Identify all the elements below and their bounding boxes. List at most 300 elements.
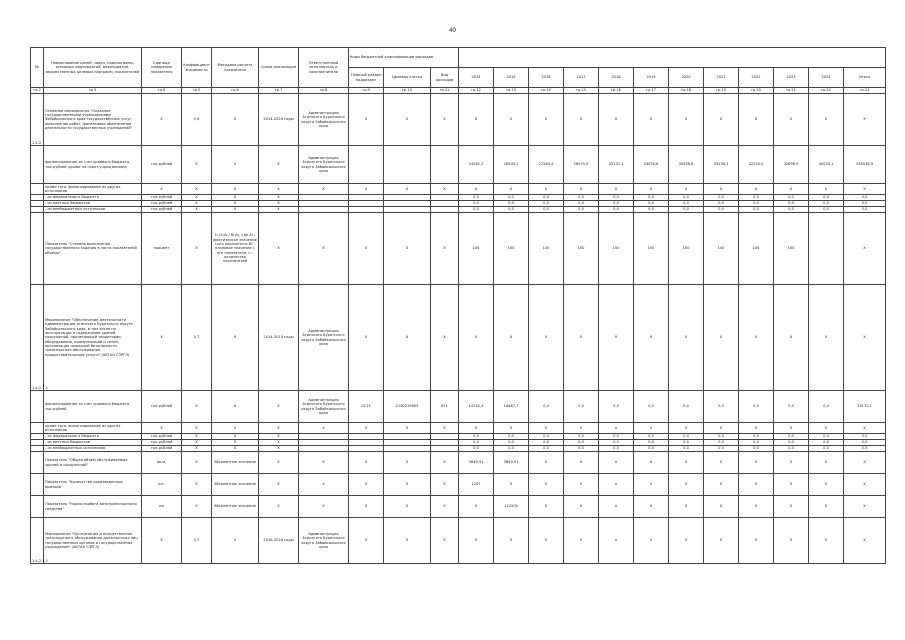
cell: X (704, 285, 739, 391)
cell-value: 0,0 (809, 195, 844, 201)
cell: X (182, 213, 212, 285)
cell-value: 3649,91 (459, 452, 494, 474)
cell: X (259, 184, 299, 195)
cell: X (634, 423, 669, 434)
cell-value: 3649,91 (494, 452, 529, 474)
cell: X (529, 94, 564, 146)
row-name: - из местных бюджетов (44, 440, 142, 446)
row-code (31, 496, 44, 518)
row-name: - из федерального бюджета (44, 434, 142, 440)
cell: X (384, 94, 431, 146)
cell: X (299, 452, 349, 474)
cell: X (704, 518, 739, 564)
cell-value: 0,0 (529, 440, 564, 446)
cell-terms: 2014-2015 годы (259, 285, 299, 391)
cell: X (564, 184, 599, 195)
cell: X (494, 423, 529, 434)
cell-value: 0,0 (774, 391, 809, 423)
cell-value: 0,0 (634, 440, 669, 446)
cell-unit: тыс.рублей (142, 195, 182, 201)
cell-value: 0,0 (774, 440, 809, 446)
cell-executor: Администрация Агинского Бурятского округа Забайкальского края (299, 285, 349, 391)
row-code (31, 213, 44, 285)
cell: X (259, 213, 299, 285)
cell: X (704, 452, 739, 474)
cell-value: 0,0 (809, 434, 844, 440)
cell: X (494, 474, 529, 496)
header-year: 2024 (809, 68, 844, 88)
cell: X (774, 452, 809, 474)
header-terms: Сроки реализации (259, 48, 299, 88)
cell: X (259, 423, 299, 434)
cell: X (739, 285, 774, 391)
cell: X (599, 452, 634, 474)
cell-value: 0,0 (669, 446, 704, 452)
cell: X (704, 496, 739, 518)
cell: X (809, 452, 844, 474)
cell: X (809, 94, 844, 146)
col-number: гр.2 (31, 88, 44, 94)
cell: X (529, 452, 564, 474)
cell-unit: тыс.рублей (142, 434, 182, 440)
cell: X (259, 452, 299, 474)
cell: X (431, 474, 459, 496)
cell-value: 0,0 (564, 434, 599, 440)
row-code (31, 391, 44, 423)
cell: X (384, 213, 431, 285)
cell-value: 0,0 (564, 195, 599, 201)
row-name: финансирование за счет краевого бюджета, тыс.рублей (кроме по грант.учреждениям) (44, 146, 142, 184)
cell-method: Абсолютное значение (212, 496, 259, 518)
cell-value: 0,0 (529, 391, 564, 423)
header-name: Наименование целей, задач, подпрограмм, основных мероприятий, мероприятий, ведомственных целевых программ, показателей (44, 48, 142, 88)
cell: X (212, 195, 259, 201)
cell: X (669, 474, 704, 496)
header-total: Итого (844, 68, 886, 88)
cell: X (844, 184, 886, 195)
cell-value: 27284,4 (529, 146, 564, 184)
cell-vid: 611 (431, 391, 459, 423)
row-name: Мероприятие "Обеспечение деятельности Администрации Агинского Бурятского округа Забайкальского края, в том числе по эксплуатации и содержанию зданий, сооружений, прилегающей территории, оборудования, коммуникаций и сетей, организация пожарной безопасности, транспортное обслуживание, предоставительские услуги" (АБТАН СЗРГЭ) (44, 285, 142, 391)
col-number: гр.6 (212, 88, 259, 94)
col-number: гр.5 (182, 88, 212, 94)
cell: X (182, 452, 212, 474)
header-year: 2021 (704, 68, 739, 88)
cell: X (669, 94, 704, 146)
cell: X (599, 285, 634, 391)
cell: X (844, 94, 886, 146)
cell: X (182, 184, 212, 195)
row-name: Показатель "Степень выполнения государственного задания в части показателей объема" (44, 213, 142, 285)
cell: X (142, 423, 182, 434)
row-name: Мероприятие "Организация и осуществление транспортного обслуживания должностных лиц государственных органов и государственных учреждений" (АБТАН СЗРГЭ) (44, 518, 142, 564)
cell: X (704, 474, 739, 496)
cell: X (494, 94, 529, 146)
cell: X (212, 518, 259, 564)
cell: X (431, 285, 459, 391)
cell-value: 1247 (459, 474, 494, 496)
cell-terms: 2014-2024 годы (259, 94, 299, 146)
cell: X (142, 518, 182, 564)
col-number: гр.13 (494, 88, 529, 94)
cell-unit: тыс.рублей (142, 201, 182, 207)
row-code (31, 146, 44, 184)
cell: X (739, 518, 774, 564)
cell: X (564, 496, 599, 518)
header-row (31, 48, 886, 68)
cell-value: 0,0 (634, 434, 669, 440)
row-name: Основное мероприятие "Оказание государственными учреждениями Забайкальского края государственных услуг, выполнение работ, финансовое обеспечение деятельности государственных учреждений" (44, 94, 142, 146)
cell: X (384, 474, 431, 496)
cell: X (431, 518, 459, 564)
cell-value: 0,0 (459, 440, 494, 446)
cell: X (349, 474, 384, 496)
cell: X (634, 496, 669, 518)
cell: X (384, 285, 431, 391)
cell: X (259, 201, 299, 207)
cell: X (384, 452, 431, 474)
col-number: гр.23 (844, 88, 886, 94)
cell-unit: км (142, 496, 182, 518)
cell: X (599, 184, 634, 195)
header-gl: Главный раздел подраздел (349, 68, 384, 88)
cell-value: 0,0 (564, 391, 599, 423)
header-year: 2018 (599, 68, 634, 88)
cell: X (634, 474, 669, 496)
cell: X (212, 434, 259, 440)
cell-value: 100 (704, 213, 739, 285)
cell-value: 0,0 (669, 391, 704, 423)
cell: X (774, 518, 809, 564)
cell-value: 0,0 (634, 446, 669, 452)
cell-executor: Администрация Агинского Бурятского округа Забайкальского края (299, 518, 349, 564)
cell: X (431, 184, 459, 195)
col-number: гр.18 (669, 88, 704, 94)
col-number: гр.15 (564, 88, 599, 94)
cell: X (182, 201, 212, 207)
cell: X (299, 423, 349, 434)
cell-total: 0,0 (844, 440, 886, 446)
cell-value: 0,0 (529, 446, 564, 452)
header-num: № (31, 48, 44, 88)
cell-coef: 0,7 (182, 285, 212, 391)
header-executor: Ответственный исполнитель и соисполнители (299, 48, 349, 88)
cell: X (349, 184, 384, 195)
cell: X (774, 94, 809, 146)
col-number: гр.21 (774, 88, 809, 94)
cell-value: 0,0 (529, 434, 564, 440)
header-year: 2017 (564, 68, 599, 88)
cell: X (739, 496, 774, 518)
cell: X (459, 285, 494, 391)
col-number: гр.3 (44, 88, 142, 94)
cell-method: Абсолютное значение (212, 452, 259, 474)
cell-value: 0,0 (669, 434, 704, 440)
cell: X (182, 423, 212, 434)
cell: X (599, 518, 634, 564)
row-name: кроме того, финансирование из других источников (44, 423, 142, 434)
cell-value: 35458,6 (669, 146, 704, 184)
cell-terms: 2016-2024 годы (259, 518, 299, 564)
cell: X (182, 391, 212, 423)
cell: X (384, 184, 431, 195)
cell: X (182, 195, 212, 201)
col-number: гр.12 (459, 88, 494, 94)
cell-value: 0,0 (599, 391, 634, 423)
cell-coef: 0,8 (182, 94, 212, 146)
row-code (31, 474, 44, 496)
cell: X (739, 474, 774, 496)
cell-method: Абсолютное значение (212, 474, 259, 496)
cell-value: 14487,7 (494, 391, 529, 423)
cell: X (809, 474, 844, 496)
cell-value: 0,0 (494, 434, 529, 440)
cell (384, 146, 431, 184)
cell: X (212, 201, 259, 207)
cell-total: 0,0 (844, 201, 886, 207)
cell-value: 0,0 (634, 201, 669, 207)
col-number: гр.10 (384, 88, 431, 94)
cell: X (431, 452, 459, 474)
cell: X (259, 440, 299, 446)
cell-value: 0,0 (494, 201, 529, 207)
cell-value: 0,0 (494, 195, 529, 201)
cell: X (431, 213, 459, 285)
cell-value: 0,0 (809, 201, 844, 207)
table-row (31, 474, 886, 496)
cell: X (142, 285, 182, 391)
header-year: 2015 (494, 68, 529, 88)
cell: X (182, 474, 212, 496)
cell-value: 0,0 (599, 446, 634, 452)
cell-executor: Администрация Агинского Бурятского округа Забайкальского края (299, 94, 349, 146)
cell: X (182, 207, 212, 213)
program-table (30, 47, 886, 564)
row-name: Показатель "Общая объем обслуживаемых зданий и сооружений" (44, 452, 142, 474)
header-blank (459, 48, 886, 68)
cell-value: 100 (774, 213, 809, 285)
cell: X (739, 94, 774, 146)
cell-value: 0,0 (459, 434, 494, 440)
cell-unit: тыс.рублей (142, 146, 182, 184)
cell: X (809, 285, 844, 391)
cell-value: 0,0 (704, 391, 739, 423)
cell: X (259, 146, 299, 184)
cell-value: 100 (599, 213, 634, 285)
header-year: 2014 (459, 68, 494, 88)
cell: X (431, 94, 459, 146)
cell-total: 0,0 (844, 195, 886, 201)
table-row (31, 213, 886, 285)
cell (431, 146, 459, 184)
cell: X (182, 440, 212, 446)
cell: X (564, 423, 599, 434)
cell-value: 0,0 (599, 201, 634, 207)
cell-unit: тыс.рублей (142, 207, 182, 213)
cell: X (739, 184, 774, 195)
cell: X (182, 496, 212, 518)
cell-value: 100 (459, 213, 494, 285)
cell-value: 26975,0 (564, 146, 599, 184)
cell: X (384, 518, 431, 564)
cell: X (564, 474, 599, 496)
row-name: - из внебюджетных источников (44, 207, 142, 213)
cell-value: 0,0 (669, 440, 704, 446)
cell-value: 0,0 (634, 195, 669, 201)
cell: X (529, 496, 564, 518)
cell-value: 14742,4 (459, 391, 494, 423)
cell: X (212, 446, 259, 452)
row-name: кроме того, финансирование из других источников (44, 184, 142, 195)
header-vid: Вид расходов (431, 68, 459, 88)
col-number: гр.9 (349, 88, 384, 94)
col-number: гр.16 (599, 88, 634, 94)
cell: X (529, 184, 564, 195)
cell-value: 0,0 (599, 434, 634, 440)
cell-executor: Администрация Агинского Бурятского округа Забайкальского края (299, 146, 349, 184)
cell: X (844, 474, 886, 496)
cell: X (459, 496, 494, 518)
cell-value: 0,0 (564, 201, 599, 207)
col-number: гр.4 (142, 88, 182, 94)
table-row (31, 146, 886, 184)
cell-value: 0,0 (704, 434, 739, 440)
col-number: гр.11 (431, 88, 459, 94)
cell-value: 0,0 (669, 207, 704, 213)
cell-total: 0,0 (844, 446, 886, 452)
cell-unit: процент (142, 213, 182, 285)
cell: X (142, 184, 182, 195)
cell: X (739, 423, 774, 434)
cell-value: 0,0 (669, 201, 704, 207)
cell: X (564, 94, 599, 146)
row-code: 1.4.2.1.1 (31, 285, 44, 391)
header-year: 2023 (774, 68, 809, 88)
cell: X (299, 496, 349, 518)
cell-unit: тыс.рублей (142, 440, 182, 446)
cell: X (739, 452, 774, 474)
cell: X (704, 423, 739, 434)
cell-value: 0,0 (704, 207, 739, 213)
cell: X (844, 423, 886, 434)
cell: X (212, 440, 259, 446)
cell: X (774, 423, 809, 434)
cell: X (634, 285, 669, 391)
cell-value: 0,0 (704, 446, 739, 452)
header-unit: Единица измерения показателя (142, 48, 182, 88)
col-number: гр.19 (704, 88, 739, 94)
cell-unit: тыс.рублей (142, 446, 182, 452)
col-number: гр.17 (634, 88, 669, 94)
cell-value: 0,0 (809, 207, 844, 213)
cell: X (774, 285, 809, 391)
cell: X (259, 391, 299, 423)
cell: X (529, 518, 564, 564)
cell: X (669, 496, 704, 518)
cell: X (809, 496, 844, 518)
cell: X (259, 195, 299, 201)
cell-value: 32132,1 (599, 146, 634, 184)
cell: X (259, 474, 299, 496)
row-code: 1.4.2 (31, 94, 44, 146)
cell: X (349, 452, 384, 474)
cell-value: 0,0 (774, 434, 809, 440)
cell: X (844, 518, 886, 564)
cell: X (384, 496, 431, 518)
cell: X (599, 496, 634, 518)
col-number: гр.14 (529, 88, 564, 94)
cell-value: 0,0 (494, 440, 529, 446)
col-number: гр.7 (259, 88, 299, 94)
cell: X (564, 452, 599, 474)
cell: X (349, 518, 384, 564)
cell: X (459, 423, 494, 434)
table-row (31, 285, 886, 391)
cell: X (634, 184, 669, 195)
cell-value: 0,0 (494, 207, 529, 213)
cell-value: 0,0 (529, 207, 564, 213)
cell-value: 33239,2 (704, 146, 739, 184)
cell: X (349, 285, 384, 391)
cell: X (212, 423, 259, 434)
cell: X (494, 184, 529, 195)
page-number: 40 (449, 28, 456, 34)
cell-value: 28500,1 (494, 146, 529, 184)
table-row (31, 94, 886, 146)
cell-value: 112500 (494, 496, 529, 518)
cell: X (669, 285, 704, 391)
cell: X (494, 285, 529, 391)
cell-value: 32698,9 (774, 146, 809, 184)
cell-gl: 0113 (349, 391, 384, 423)
cell-unit: шт. (142, 474, 182, 496)
cell: X (182, 446, 212, 452)
cell: X (669, 518, 704, 564)
cell-value: 0,0 (739, 195, 774, 201)
col-number: гр.20 (739, 88, 774, 94)
cell-value: 0,0 (774, 201, 809, 207)
cell-value: 100 (494, 213, 529, 285)
cell: X (599, 474, 634, 496)
cell: X (259, 207, 299, 213)
cell: X (669, 452, 704, 474)
cell: X (529, 285, 564, 391)
cell-value: 0,0 (459, 446, 494, 452)
cell-total: 29170,1 (844, 391, 886, 423)
cell: X (774, 474, 809, 496)
cell: X (212, 285, 259, 391)
cell: X (774, 496, 809, 518)
cell-value: 0,0 (739, 440, 774, 446)
cell: X (349, 423, 384, 434)
header-year: 2016 (529, 68, 564, 88)
cell: X (259, 446, 299, 452)
cell-unit: кв.м. (142, 452, 182, 474)
cell: X (212, 184, 259, 195)
cell: X (599, 94, 634, 146)
cell-cs: 2130219902 (384, 391, 431, 423)
header-cs: Целевая статья (384, 68, 431, 88)
cell: X (212, 94, 259, 146)
cell: X (459, 184, 494, 195)
cell: X (431, 496, 459, 518)
row-code: 1.4.2.1.2 (31, 518, 44, 564)
cell: X (634, 518, 669, 564)
row-name: - из местных бюджетов (44, 201, 142, 207)
cell: X (459, 94, 494, 146)
cell-value: 32250,0 (739, 146, 774, 184)
cell: X (299, 213, 349, 285)
